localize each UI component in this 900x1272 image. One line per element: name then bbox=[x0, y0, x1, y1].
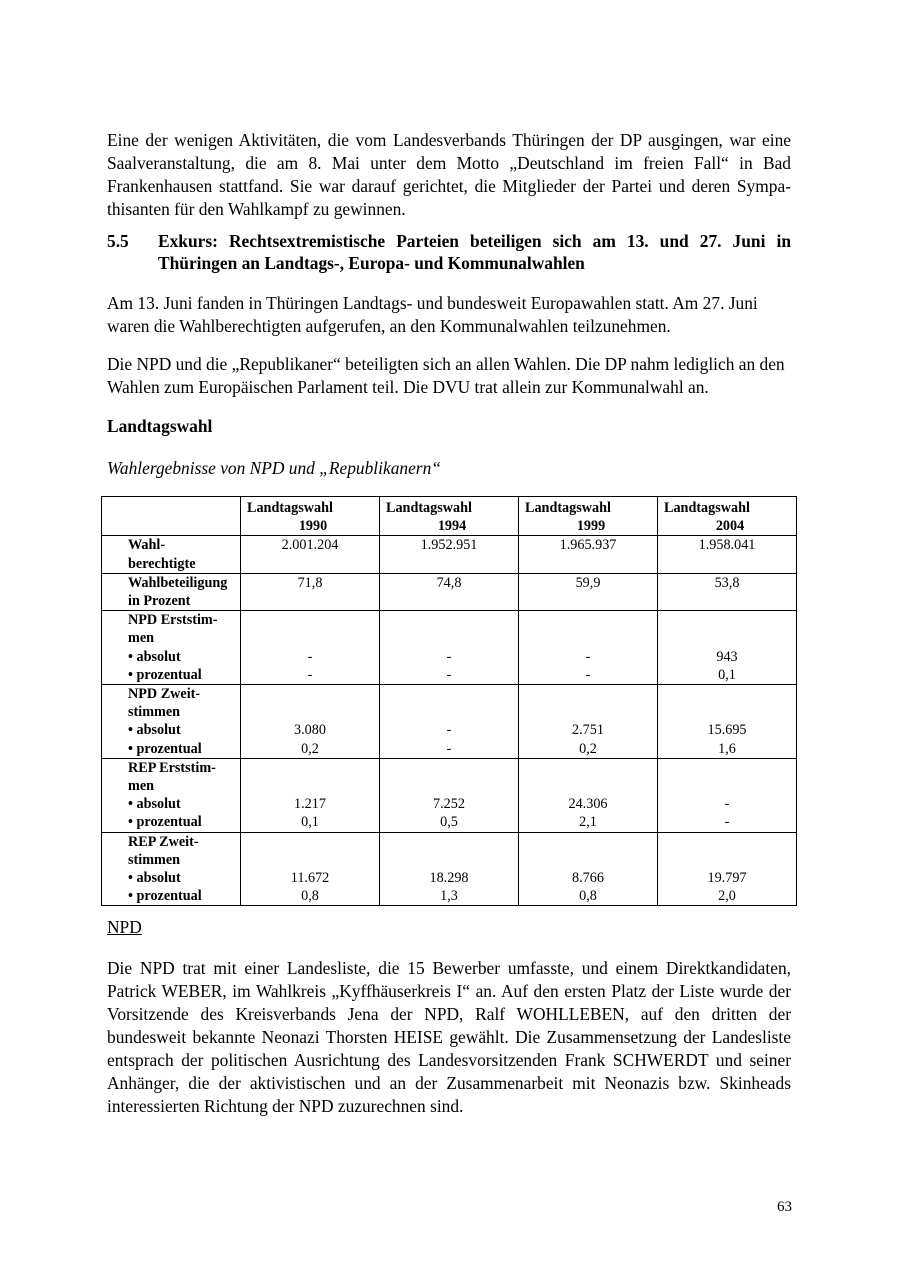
table-header-row bbox=[102, 497, 797, 536]
table-row-npd-zweitstimmen bbox=[102, 685, 797, 759]
npd-subheading: NPD bbox=[107, 917, 142, 937]
header-cell-1999: Landtagswahl 1999 bbox=[519, 497, 658, 536]
row-label: REP Zweit- stimmen • absolut • prozentual bbox=[102, 832, 241, 906]
table-row-npd-erststimmen bbox=[102, 611, 797, 685]
table-cell: 3.080 0,2 bbox=[241, 685, 380, 759]
table-cell: - - bbox=[380, 611, 519, 685]
table-cell: 18.298 1,3 bbox=[380, 832, 519, 906]
table-cell: - - bbox=[519, 611, 658, 685]
table-cell: 1.952.951 bbox=[380, 536, 519, 573]
table-row-rep-zweitstimmen bbox=[102, 832, 797, 906]
header-empty-cell bbox=[102, 497, 241, 536]
section-title: Exkurs: Rechtsextremistische Parteien beteiligen sich am 13. und 27. Juni in Thüringen an Landtags-, Europa- und Kommunalwahlen bbox=[158, 231, 791, 273]
table-row-wahlbeteiligung bbox=[102, 573, 797, 610]
header-cell-1994: Landtagswahl 1994 bbox=[380, 497, 519, 536]
section-number: 5.5 bbox=[107, 231, 129, 251]
header-cell-2004: Landtagswahl 2004 bbox=[658, 497, 797, 536]
table-cell: 74,8 bbox=[380, 573, 519, 610]
header-cell-1990: Landtagswahl 1990 bbox=[241, 497, 380, 536]
table-cell: 19.797 2,0 bbox=[658, 832, 797, 906]
table-cell: 71,8 bbox=[241, 573, 380, 610]
page-number: 63 bbox=[777, 1199, 792, 1215]
section-heading bbox=[107, 230, 791, 274]
table-cell: 1.965.937 bbox=[519, 536, 658, 573]
results-table bbox=[101, 496, 797, 906]
table-row-wahlberechtigte bbox=[102, 536, 797, 573]
table-cell: - - bbox=[241, 611, 380, 685]
parties-paragraph: Die NPD und die „Republikaner“ beteiligten sich an allen Wahlen. Die DP nahm lediglich an den Wahlen zum Europäischen Parlament teil. Die DVU trat allein zur Kommunalwahl an. bbox=[107, 354, 785, 397]
row-label: NPD Erststim- men • absolut • prozentual bbox=[102, 611, 241, 685]
table-cell: 2.001.204 bbox=[241, 536, 380, 573]
table-cell: 53,8 bbox=[658, 573, 797, 610]
table-cell: 11.672 0,8 bbox=[241, 832, 380, 906]
row-label: Wahlbeteiligung in Prozent bbox=[102, 573, 241, 610]
table-caption: Wahlergebnisse von NPD und „Republikanern“ bbox=[107, 458, 441, 478]
npd-paragraph: Die NPD trat mit einer Landesliste, die 15 Bewerber umfasste, und einem Direktkandidaten, Patrick WEBER, im Wahlkreis „Kyffhäuserkreis I“ an. Auf den ersten Platz der Liste wurde der Vorsitzende des Kreisverbands Jena der NPD, Ralf WOHLLEBEN, auf den dritten der bundesweit bekannte Neonazi Thorsten HEISE gewählt. Die Zusammensetzung der Landesliste entsprach der politischen Ausrichtung des Landesvorsitzenden Frank SCHWERDT und seiner Anhänger, die der aktivistischen und an der Zusammenarbeit mit Neonazis bzw. Skinheads interessierten Richtung der NPD zuzurechnen sind. bbox=[107, 958, 791, 1116]
table-cell: 1.958.041 bbox=[658, 536, 797, 573]
table-cell: 8.766 0,8 bbox=[519, 832, 658, 906]
table-cell: 1.217 0,1 bbox=[241, 758, 380, 832]
table-cell: 15.695 1,6 bbox=[658, 685, 797, 759]
elections-paragraph: Am 13. Juni fanden in Thüringen Landtags- und bundesweit Europawahlen statt. Am 27. Juni waren die Wahlberechtigten aufgerufen, an den Kommunalwahlen teilzunehmen. bbox=[107, 293, 758, 336]
table-row-rep-erststimmen bbox=[102, 758, 797, 832]
row-label: Wahl- berechtigte bbox=[102, 536, 241, 573]
table-cell: 59,9 bbox=[519, 573, 658, 610]
table-cell: - - bbox=[658, 758, 797, 832]
table-cell: 2.751 0,2 bbox=[519, 685, 658, 759]
table-cell: - - bbox=[380, 685, 519, 759]
row-label: REP Erststim- men • absolut • prozentual bbox=[102, 758, 241, 832]
table-cell: 24.306 2,1 bbox=[519, 758, 658, 832]
row-label: NPD Zweit- stimmen • absolut • prozentual bbox=[102, 685, 241, 759]
intro-paragraph: Eine der wenigen Aktivitäten, die vom Landesverbands Thüringen der DP ausgingen, war eine Saalveranstaltung, die am 8. Mai unter dem Motto „Deutschland im freien Fall“ in Bad Frankenhausen stattfand. Sie war darauf gerichtet, die Mitglieder der Partei und deren Sympathisanten für den Wahlkampf zu gewinnen. bbox=[107, 130, 791, 219]
subheading-landtagswahl: Landtagswahl bbox=[107, 416, 213, 436]
table-cell: 943 0,1 bbox=[658, 611, 797, 685]
table-cell: 7.252 0,5 bbox=[380, 758, 519, 832]
